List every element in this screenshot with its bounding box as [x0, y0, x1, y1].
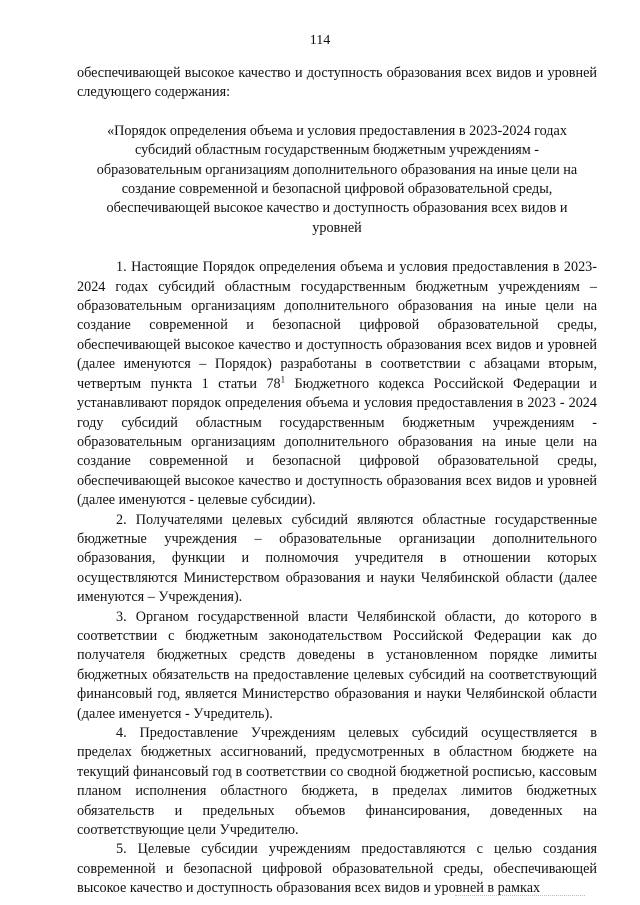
page-number: 114	[309, 33, 331, 48]
paragraph-3: 3. Органом государственной власти Челябинской области, до которого в соответствии с бюджетным законодательством Российской Федерации как до получателя бюджетных средств доведены в установленном порядке лимиты бюджетных обязательств на предоставление целевых субсидий на соответствующий финансовый год, является Министерство образования и науки Челябинской области (далее именуется - Учредитель).	[77, 608, 597, 722]
article-superscript: 1	[280, 373, 286, 384]
paragraph-1-text-a: 1. Настоящие Порядок определения объема и условия предоставления в 2023-2024 годах субсидий областным государственным бюджетным учреждениям – образовательным организациям дополнительного образования на иные цели на создание современной и безопасной цифровой образовательной среды, обеспечивающей высокое качество и доступность образования всех видов и уровней (далее именуются – Порядок) разработаны в соответствии с абзацами вторым, четвертым пункта 1 статьи 78	[77, 259, 597, 392]
paragraph-1	[77, 258, 597, 510]
footer-scan-mark	[455, 895, 585, 899]
intro-text: обеспечивающей высокое качество и доступность образования всех видов и уровней следующего содержания:	[77, 65, 597, 101]
paragraph-2: 2. Получателями целевых субсидий являются областные государственные бюджетные учреждения – образовательные организации дополнительного образования, функции и полномочия учредителя в отношении которых осуществляются Министерством образования и науки Челябинской области (далее именуются – Учреждения).	[77, 511, 597, 606]
document-heading: «Порядок определения объема и условия предоставления в 2023-2024 годах субсидий областным государственным бюджетным учреждениям - образовательным организациям дополнительного образования на иные цели на создание современной и безопасной цифровой образовательной среды, обеспечивающей высокое качество и доступность образования всех видов и уровней	[96, 122, 578, 236]
document-body	[77, 64, 597, 899]
paragraph-4: 4. Предоставление Учреждениям целевых субсидий осуществляется в пределах бюджетных ассигнований, предусмотренных в областном бюджете на текущий финансовый год в соответствии со сводной бюджетной росписью, кассовым планом исполнения областного бюджета, в пределах лимитов бюджетных обязательств и предельных объемов финансирования, доведенных на соответствующие цели Учредителю.	[77, 725, 597, 839]
paragraph-5: 5. Целевые субсидии учреждениям предоставляются с целью создания современной и безопасной цифровой образовательной среды, обеспечивающей высокое качество и доступность образования всех видов и уровней в рамках	[77, 841, 597, 897]
paragraph-1-text-b: Бюджетного кодекса Российской Федерации и устанавливают порядок определения объема и условия предоставления в 2023 - 2024 году субсидий областным государственным бюджетным учреждениям - образовательным организациям дополнительного образования на иные цели на создание современной и безопасной цифровой образовательной среды, обеспечивающей высокое качество и доступность образования всех видов и уровней (далее именуются - целевые субсидии).	[77, 375, 597, 509]
